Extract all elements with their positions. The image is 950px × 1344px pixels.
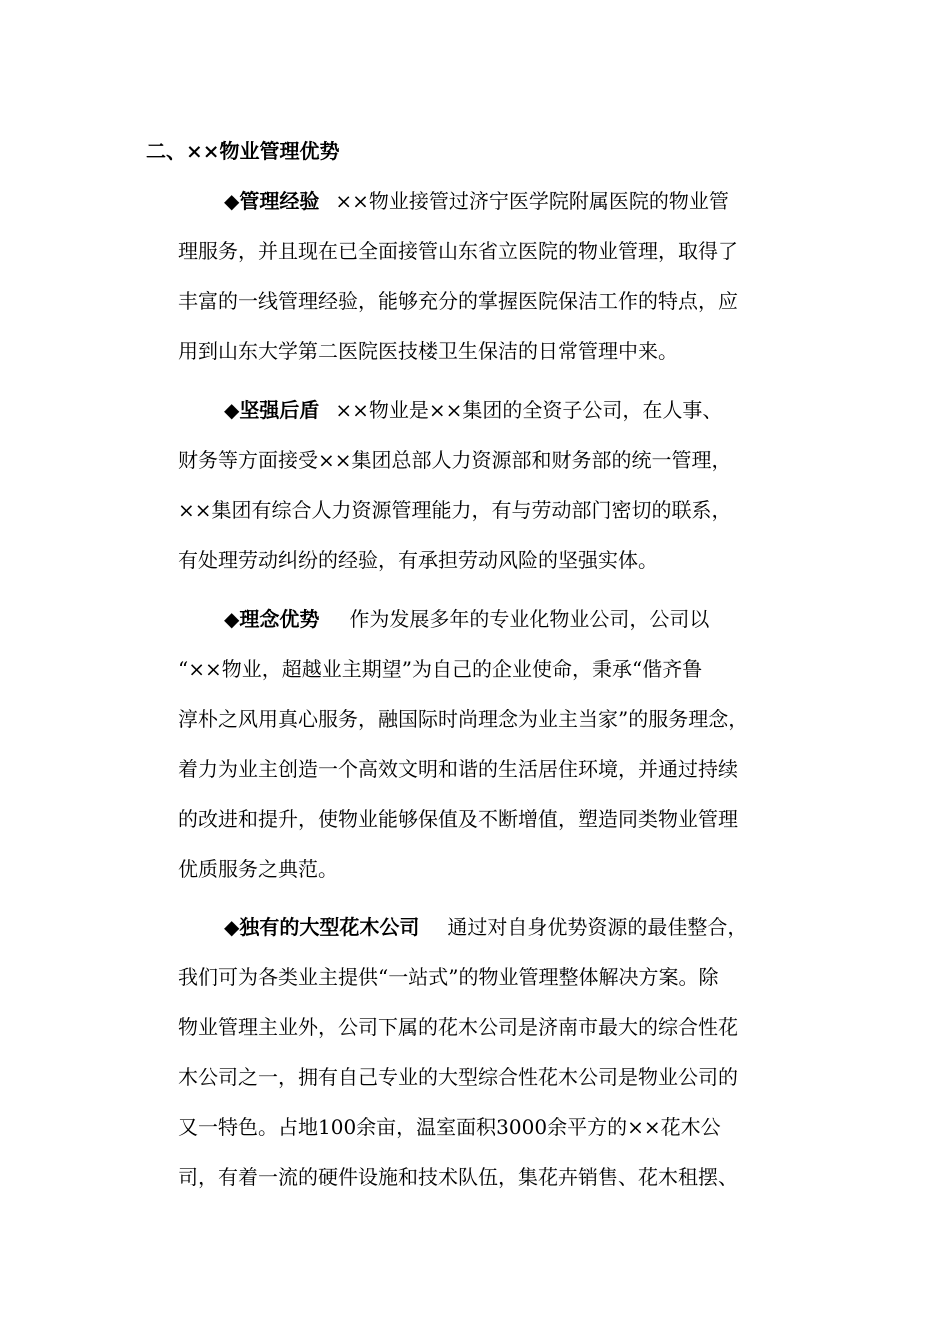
paragraph-line: 又一特色。占地100余亩，温室面积3000余平方的××花木公 (178, 1115, 721, 1139)
paragraph-management-experience (178, 176, 818, 376)
paragraph-lead: ◆理念优势 (224, 607, 320, 631)
paragraph-flower-company (178, 902, 818, 1202)
paragraph-line: 物业管理主业外，公司下属的花木公司是济南市最大的综合性花 (178, 1015, 738, 1039)
paragraph-line: ××集团有综合人力资源管理能力，有与劳动部门密切的联系， (178, 498, 732, 522)
paragraph-line: 淳朴之风用真心服务，融国际时尚理念为业主当家”的服务理念， (178, 707, 749, 731)
paragraph-first-line (178, 176, 818, 226)
paragraph-lead: ◆坚强后盾 (224, 398, 320, 422)
paragraph-line: 我们可为各类业主提供“一站式”的物业管理整体解决方案。除 (178, 965, 719, 989)
paragraph-text: 作为发展多年的专业化物业公司，公司以 (349, 607, 710, 631)
paragraph-line: “××物业，超越业主期望”为自己的企业使命，秉承“偕齐鲁 (178, 657, 703, 681)
paragraph-line: 丰富的一线管理经验，能够充分的掌握医院保洁工作的特点，应 (178, 289, 738, 313)
paragraph-text: 通过对自身优势资源的最佳整合， (447, 915, 748, 939)
paragraph-line: 优质服务之典范。 (178, 857, 338, 881)
paragraph-line: 有处理劳动纠纷的经验，有承担劳动风险的坚强实体。 (178, 548, 658, 572)
paragraph-line: 司，有着一流的硬件设施和技术队伍，集花卉销售、花木租摆、 (178, 1165, 738, 1189)
paragraph-line: 的改进和提升，使物业能够保值及不断增值，塑造同类物业管理 (178, 807, 738, 831)
paragraph-line: 着力为业主创造一个高效文明和谐的生活居住环境，并通过持续 (178, 757, 738, 781)
paragraph-first-line (178, 902, 818, 952)
paragraph-line: 财务等方面接受××集团总部人力资源部和财务部的统一管理， (178, 448, 732, 472)
paragraph-line: 理服务，并且现在已全面接管山东省立医院的物业管理，取得了 (178, 239, 738, 263)
paragraph-first-line (178, 385, 818, 435)
section-heading: 二、××物业管理优势 (146, 139, 340, 163)
paragraph-first-line (178, 594, 818, 644)
paragraph-lead: ◆管理经验 (224, 189, 320, 213)
paragraph-text: ××物业接管过济宁医学院附属医院的物业管 (335, 189, 729, 213)
paragraph-lead: ◆独有的大型花木公司 (224, 915, 420, 939)
paragraph-text: ××物业是××集团的全资子公司，在人事、 (335, 398, 723, 422)
paragraph-strong-backing (178, 385, 818, 585)
paragraph-philosophy-advantage (178, 594, 818, 894)
paragraph-line: 用到山东大学第二医院医技楼卫生保洁的日常管理中来。 (178, 339, 678, 363)
paragraph-line: 木公司之一，拥有自己专业的大型综合性花木公司是物业公司的 (178, 1065, 738, 1089)
